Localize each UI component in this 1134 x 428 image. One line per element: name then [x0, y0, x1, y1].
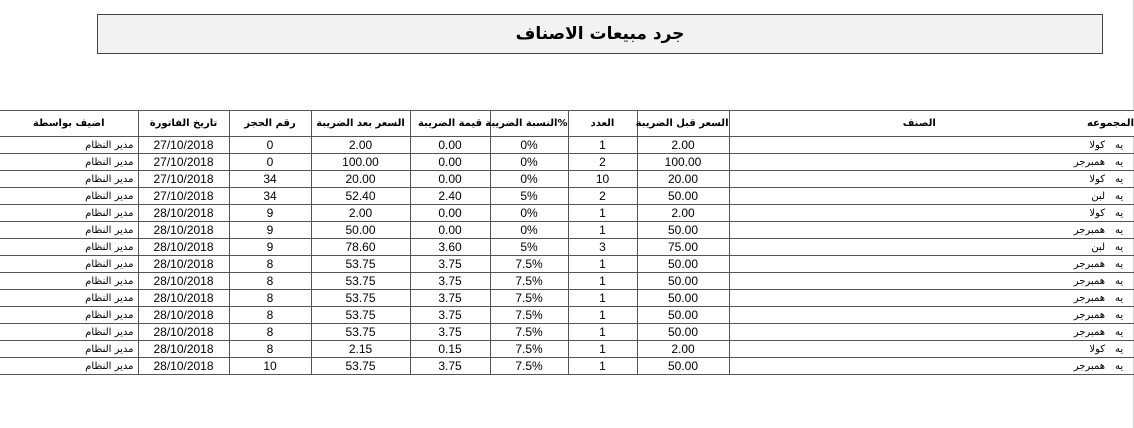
- cell-group: يه: [1109, 256, 1134, 273]
- cell-price-after-tax: 53.75: [311, 290, 410, 307]
- cell-item: لبن: [729, 239, 1109, 256]
- cell-booking-no: 9: [229, 205, 311, 222]
- cell-tax-value: 0.00: [410, 154, 490, 171]
- cell-tax-pct: 7.5%: [490, 324, 568, 341]
- cell-booking-no: 8: [229, 341, 311, 358]
- cell-price-after-tax: 53.75: [311, 324, 410, 341]
- cell-price-after-tax: 20.00: [311, 171, 410, 188]
- cell-booking-no: 8: [229, 324, 311, 341]
- cell-tax-pct: 7.5%: [490, 256, 568, 273]
- cell-added-by: مدير النظام: [0, 222, 138, 239]
- cell-invoice-date: 28/10/2018: [138, 256, 229, 273]
- cell-tax-value: 0.15: [410, 341, 490, 358]
- cell-booking-no: 8: [229, 256, 311, 273]
- cell-tax-pct: 7.5%: [490, 290, 568, 307]
- cell-added-by: مدير النظام: [0, 358, 138, 375]
- table-row: [0, 239, 1134, 256]
- cell-item: همبرجر: [729, 256, 1109, 273]
- table-row: [0, 273, 1134, 290]
- cell-group: يه: [1109, 358, 1134, 375]
- cell-group: يه: [1109, 222, 1134, 239]
- header-tax-pct: %النسبة الضريبة: [490, 111, 568, 137]
- cell-booking-no: 34: [229, 171, 311, 188]
- cell-price-after-tax: 53.75: [311, 307, 410, 324]
- cell-price-before-tax: 50.00: [637, 188, 729, 205]
- cell-added-by: مدير النظام: [0, 154, 138, 171]
- cell-item: كولا: [729, 171, 1109, 188]
- cell-item: همبرجر: [729, 154, 1109, 171]
- header-added-by: اضيف بواسطة: [0, 111, 138, 137]
- header-count: العدد: [568, 111, 637, 137]
- cell-price-before-tax: 2.00: [637, 137, 729, 154]
- cell-price-before-tax: 50.00: [637, 222, 729, 239]
- cell-booking-no: 9: [229, 239, 311, 256]
- cell-price-after-tax: 53.75: [311, 358, 410, 375]
- cell-added-by: مدير النظام: [0, 205, 138, 222]
- header-tax-value: قيمة الضريبة: [410, 111, 490, 137]
- cell-added-by: مدير النظام: [0, 256, 138, 273]
- cell-booking-no: 0: [229, 154, 311, 171]
- cell-tax-value: 2.40: [410, 188, 490, 205]
- cell-price-before-tax: 50.00: [637, 324, 729, 341]
- cell-item: كولا: [729, 137, 1109, 154]
- cell-price-before-tax: 100.00: [637, 154, 729, 171]
- cell-invoice-date: 27/10/2018: [138, 154, 229, 171]
- cell-price-before-tax: 2.00: [637, 341, 729, 358]
- table-row: [0, 307, 1134, 324]
- report-title-box: [97, 14, 1103, 54]
- table-row: [0, 341, 1134, 358]
- cell-booking-no: 8: [229, 290, 311, 307]
- cell-booking-no: 10: [229, 358, 311, 375]
- cell-price-before-tax: 20.00: [637, 171, 729, 188]
- cell-group: يه: [1109, 239, 1134, 256]
- cell-item: لبن: [729, 188, 1109, 205]
- cell-invoice-date: 27/10/2018: [138, 171, 229, 188]
- cell-booking-no: 0: [229, 137, 311, 154]
- header-item: الصنف: [729, 111, 1109, 137]
- cell-count: 1: [568, 205, 637, 222]
- cell-count: 1: [568, 290, 637, 307]
- cell-invoice-date: 27/10/2018: [138, 188, 229, 205]
- table-row: [0, 137, 1134, 154]
- cell-price-before-tax: 2.00: [637, 205, 729, 222]
- cell-price-after-tax: 53.75: [311, 256, 410, 273]
- cell-group: يه: [1109, 273, 1134, 290]
- table-row: [0, 188, 1134, 205]
- cell-tax-value: 3.75: [410, 307, 490, 324]
- cell-tax-pct: 7.5%: [490, 307, 568, 324]
- header-price-before-tax: السعر قبل الضريبة: [637, 111, 729, 137]
- sales-table: [0, 110, 1134, 375]
- cell-tax-value: 0.00: [410, 205, 490, 222]
- cell-count: 1: [568, 137, 637, 154]
- cell-count: 1: [568, 358, 637, 375]
- table-body: [0, 137, 1134, 375]
- table-row: [0, 290, 1134, 307]
- cell-count: 3: [568, 239, 637, 256]
- cell-price-after-tax: 50.00: [311, 222, 410, 239]
- cell-invoice-date: 28/10/2018: [138, 273, 229, 290]
- cell-group: يه: [1109, 341, 1134, 358]
- cell-invoice-date: 28/10/2018: [138, 307, 229, 324]
- cell-count: 1: [568, 222, 637, 239]
- cell-tax-pct: 5%: [490, 188, 568, 205]
- cell-tax-value: 3.75: [410, 256, 490, 273]
- cell-added-by: مدير النظام: [0, 188, 138, 205]
- cell-tax-pct: 0%: [490, 154, 568, 171]
- cell-invoice-date: 27/10/2018: [138, 137, 229, 154]
- cell-invoice-date: 28/10/2018: [138, 239, 229, 256]
- cell-tax-value: 3.75: [410, 273, 490, 290]
- cell-price-before-tax: 75.00: [637, 239, 729, 256]
- cell-added-by: مدير النظام: [0, 273, 138, 290]
- cell-tax-pct: 0%: [490, 222, 568, 239]
- cell-price-before-tax: 50.00: [637, 256, 729, 273]
- header-invoice-date: تاريخ الفاتورة: [138, 111, 229, 137]
- cell-count: 2: [568, 154, 637, 171]
- cell-group: يه: [1109, 171, 1134, 188]
- cell-added-by: مدير النظام: [0, 171, 138, 188]
- cell-tax-pct: 5%: [490, 239, 568, 256]
- cell-tax-pct: 0%: [490, 137, 568, 154]
- cell-tax-pct: 0%: [490, 171, 568, 188]
- cell-tax-pct: 0%: [490, 205, 568, 222]
- cell-booking-no: 9: [229, 222, 311, 239]
- cell-count: 10: [568, 171, 637, 188]
- cell-price-after-tax: 2.00: [311, 205, 410, 222]
- cell-group: يه: [1109, 324, 1134, 341]
- cell-booking-no: 34: [229, 188, 311, 205]
- cell-tax-pct: 7.5%: [490, 341, 568, 358]
- table-row: [0, 358, 1134, 375]
- cell-added-by: مدير النظام: [0, 239, 138, 256]
- cell-added-by: مدير النظام: [0, 324, 138, 341]
- cell-count: 1: [568, 256, 637, 273]
- cell-invoice-date: 28/10/2018: [138, 341, 229, 358]
- cell-booking-no: 8: [229, 307, 311, 324]
- cell-item: همبرجر: [729, 222, 1109, 239]
- cell-tax-pct: 7.5%: [490, 273, 568, 290]
- cell-tax-value: 0.00: [410, 137, 490, 154]
- cell-item: كولا: [729, 205, 1109, 222]
- cell-item: همبرجر: [729, 290, 1109, 307]
- cell-price-after-tax: 78.60: [311, 239, 410, 256]
- cell-group: يه: [1109, 205, 1134, 222]
- cell-tax-value: 3.60: [410, 239, 490, 256]
- cell-price-after-tax: 2.00: [311, 137, 410, 154]
- cell-price-after-tax: 2.15: [311, 341, 410, 358]
- cell-group: يه: [1109, 307, 1134, 324]
- cell-price-before-tax: 50.00: [637, 290, 729, 307]
- cell-tax-value: 3.75: [410, 324, 490, 341]
- header-group: المجموعه: [1109, 111, 1134, 137]
- table-row: [0, 154, 1134, 171]
- cell-count: 1: [568, 341, 637, 358]
- cell-invoice-date: 28/10/2018: [138, 290, 229, 307]
- cell-added-by: مدير النظام: [0, 290, 138, 307]
- table-header-row: [0, 111, 1134, 137]
- cell-tax-value: 3.75: [410, 358, 490, 375]
- cell-count: 1: [568, 273, 637, 290]
- cell-tax-value: 3.75: [410, 290, 490, 307]
- table-row: [0, 324, 1134, 341]
- table-row: [0, 256, 1134, 273]
- cell-booking-no: 8: [229, 273, 311, 290]
- cell-item: همبرجر: [729, 358, 1109, 375]
- cell-added-by: مدير النظام: [0, 137, 138, 154]
- cell-group: يه: [1109, 188, 1134, 205]
- cell-invoice-date: 28/10/2018: [138, 358, 229, 375]
- header-price-after-tax: السعر بعد الضريبة: [311, 111, 410, 137]
- cell-item: همبرجر: [729, 324, 1109, 341]
- cell-price-before-tax: 50.00: [637, 307, 729, 324]
- header-booking-no: رقم الحجز: [229, 111, 311, 137]
- cell-group: يه: [1109, 137, 1134, 154]
- cell-added-by: مدير النظام: [0, 307, 138, 324]
- cell-count: 2: [568, 188, 637, 205]
- cell-item: همبرجر: [729, 273, 1109, 290]
- cell-price-before-tax: 50.00: [637, 273, 729, 290]
- cell-price-before-tax: 50.00: [637, 358, 729, 375]
- cell-invoice-date: 28/10/2018: [138, 205, 229, 222]
- table-row: [0, 171, 1134, 188]
- cell-price-after-tax: 53.75: [311, 273, 410, 290]
- cell-tax-value: 0.00: [410, 171, 490, 188]
- cell-item: همبرجر: [729, 307, 1109, 324]
- cell-count: 1: [568, 324, 637, 341]
- cell-group: يه: [1109, 154, 1134, 171]
- cell-group: يه: [1109, 290, 1134, 307]
- cell-item: كولا: [729, 341, 1109, 358]
- cell-price-after-tax: 100.00: [311, 154, 410, 171]
- cell-price-after-tax: 52.40: [311, 188, 410, 205]
- table-row: [0, 205, 1134, 222]
- cell-tax-value: 0.00: [410, 222, 490, 239]
- table-row: [0, 222, 1134, 239]
- cell-invoice-date: 28/10/2018: [138, 222, 229, 239]
- cell-invoice-date: 28/10/2018: [138, 324, 229, 341]
- cell-added-by: مدير النظام: [0, 341, 138, 358]
- report-title: جرد مبيعات الاصناف: [515, 24, 685, 44]
- cell-tax-pct: 7.5%: [490, 358, 568, 375]
- cell-count: 1: [568, 307, 637, 324]
